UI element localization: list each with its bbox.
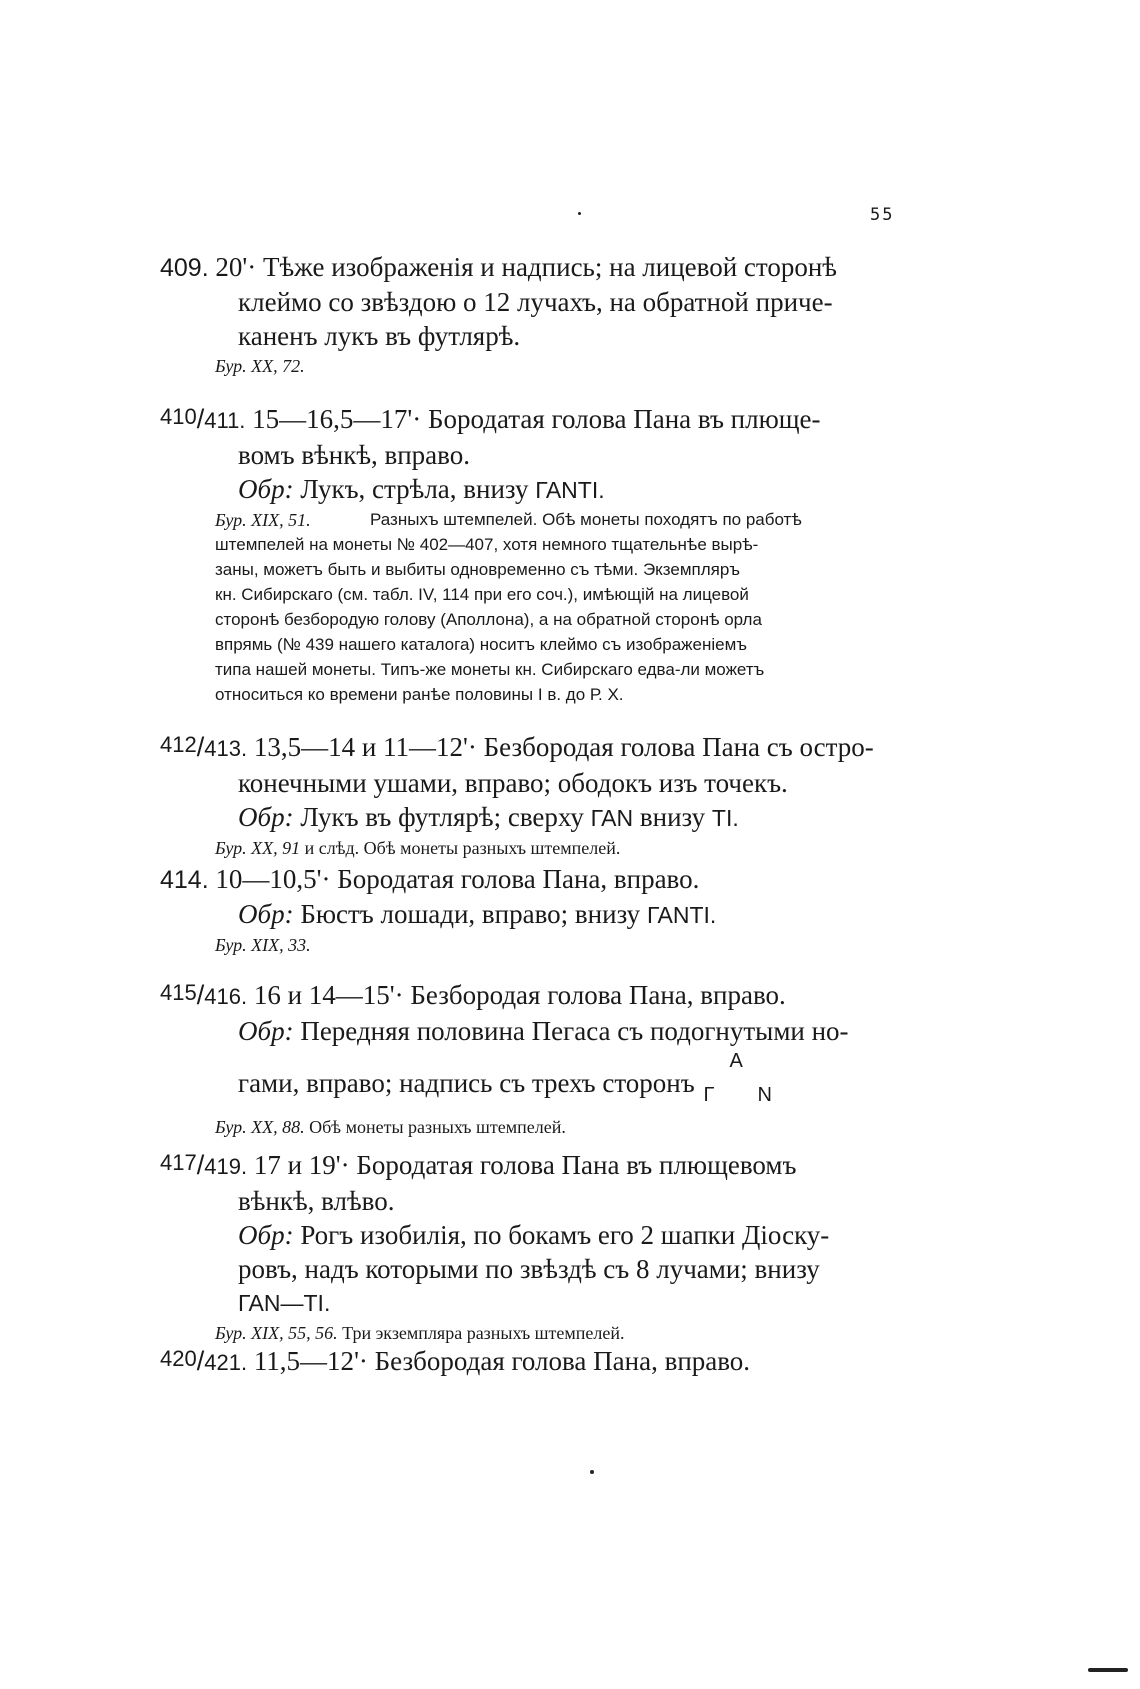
note-line: Разныхъ штемпелей. Обѣ монеты походятъ по работѣ (370, 510, 802, 529)
size-mark: '· (407, 404, 422, 434)
note-line: заны, можетъ быть и выбиты одновременно съ тѣми. Экземпляръ (215, 560, 740, 579)
ref-label: Бур. XIX, 33. (215, 935, 311, 955)
entry-number: 409. (160, 254, 209, 282)
legend-greek: ΓΑΝΤΙ. (646, 902, 717, 928)
reverse-label: Обр: (238, 1016, 294, 1046)
entry-number: 414. (160, 866, 209, 894)
ref-label: Бур. XX, 88. (215, 1117, 305, 1137)
legend-greek: ΤΙ. (711, 805, 739, 831)
legend-greek: ΓΑΝ—ΤΙ. (238, 1290, 331, 1316)
size-mark: '· (335, 1150, 350, 1180)
entry-head (160, 862, 920, 897)
entry-number: $^{415}$/416. (160, 980, 248, 1010)
note-line: кн. Сибирскаго (см. табл. IV, 114 при его соч.), имѣющій на лицевой (215, 585, 749, 604)
entry-head (160, 1342, 920, 1380)
ref-text: Три экземпляра разныхъ штемпелей. (342, 1323, 625, 1343)
reverse-description (160, 472, 920, 507)
note-line: относиться ко времени ранѣе половины I в. до Р. Х. (215, 685, 624, 704)
entry-line: Тѣже изображенія и надпись; на лицевой сторонѣ (263, 252, 837, 282)
entry-line: Бородатая голова Пана, вправо. (337, 864, 700, 894)
catalog-entry-420-421 (160, 1342, 920, 1380)
catalog-entry-412-413 (160, 728, 920, 861)
scan-speck (1088, 1668, 1128, 1672)
legend-letter: Α (729, 1050, 743, 1072)
note-line: сторонѣ безбородую голову (Аполлона), а на обратной сторонѣ орла (215, 610, 762, 629)
entry-number: $^{420}$/421. (160, 1346, 248, 1376)
entry-line: конечными ушами, вправо; ободокъ изъ точекъ. (238, 768, 788, 798)
reverse-text: ровъ, надъ которыми по звѣздѣ съ 8 лучами; внизу (238, 1254, 820, 1284)
reverse-text: внизу (639, 802, 706, 832)
entry-head (160, 728, 920, 766)
ref-label: Бур. XX, 72. (215, 356, 305, 376)
note-line: штемпелей на монеты № 402—407, хотя немного тщательнѣе вырѣ- (215, 535, 759, 554)
reverse-text: Лукъ въ футлярѣ; сверху (300, 802, 584, 832)
reverse-label: Обр: (238, 899, 294, 929)
page-number: 55 (870, 205, 895, 225)
size-mark: '· (389, 980, 404, 1010)
reverse-description (160, 1014, 920, 1048)
note-line: впрямь (№ 439 нашего каталога) носитъ клеймо съ изображеніемъ (215, 635, 747, 654)
note-line: типа нашей монеты. Типъ-же монеты кн. Сибирскаго едва-ли можетъ (215, 660, 765, 679)
entry-number: $^{412}$/413. (160, 732, 248, 762)
reference (160, 1114, 920, 1140)
entry-number: $^{417}$/419. (160, 1150, 248, 1180)
reverse-text: Передняя половина Пегаса съ подогнутыми но- (300, 1016, 849, 1046)
entry-size: 17 и 19 (253, 1150, 336, 1180)
entry-size: 10—10,5 (215, 864, 317, 894)
reverse-label: Обр: (238, 802, 294, 832)
size-mark: '· (354, 1346, 368, 1376)
reverse-description (160, 1218, 920, 1252)
reverse-description-cont (160, 1050, 920, 1110)
catalog-entry-415-416 (160, 976, 920, 1140)
reference (160, 932, 920, 958)
size-mark: '· (463, 732, 477, 762)
ref-text: Обѣ монеты разныхъ штемпелей. (309, 1117, 566, 1137)
legend-triangle (701, 1050, 772, 1110)
reverse-text: Бюстъ лошади, вправо; внизу (300, 899, 641, 929)
entry-line: вѣнкѣ, влѣво. (238, 1186, 395, 1216)
entry-line: клеймо со звѣздою о 12 лучахъ, на обратной приче- (238, 287, 833, 317)
entry-size: 16 и 14—15 (253, 980, 390, 1010)
legend-greek: ΓΑΝΤΙ. (535, 477, 605, 503)
entry-line: Безбородая голова Пана, вправо. (374, 1346, 751, 1376)
entry-number: $^{410}$/411. (160, 404, 246, 434)
catalog-entry-410-411 (160, 400, 920, 707)
entry-size: 15—16,5—17 (252, 404, 408, 434)
entry-line: вомъ вѣнкѣ, вправо. (238, 440, 470, 470)
reverse-description (160, 800, 920, 835)
reverse-text: гами, вправо; надпись съ трехъ сторонъ (238, 1068, 695, 1098)
entry-head (160, 976, 920, 1014)
catalog-entry-414 (160, 862, 920, 958)
legend-greek: ΓΑΝ (590, 805, 634, 831)
ref-label: Бур. XIX, 51. (215, 510, 311, 530)
size-mark: '· (316, 864, 331, 894)
reverse-label: Обр: (238, 474, 294, 504)
ref-label: Бур. XX, 91 (215, 838, 301, 858)
scan-speck (578, 212, 581, 215)
entry-head (160, 250, 920, 285)
entry-line: Бородатая голова Пана въ плющевомъ (356, 1150, 797, 1180)
reverse-label: Обр: (238, 1220, 294, 1250)
reverse-description (160, 897, 920, 932)
catalog-entry-417-419 (160, 1146, 920, 1346)
size-mark: '· (242, 252, 257, 282)
entry-size: 13,5—14 и 11—12 (253, 732, 464, 762)
entry-line: Бородатая голова Пана въ плюще- (428, 404, 821, 434)
entry-size: 20 (215, 252, 243, 282)
entry-size: 11,5—12 (253, 1346, 355, 1376)
entry-line: Безбородая голова Пана, вправо. (410, 980, 786, 1010)
catalog-entry-409 (160, 250, 920, 379)
legend-letter: Γ (703, 1084, 715, 1106)
entry-head (160, 1146, 920, 1184)
entry-line: Безбородая голова Пана съ остро- (483, 732, 874, 762)
scan-speck (590, 1470, 594, 1474)
reference (160, 835, 920, 861)
entry-line: каненъ лукъ въ футлярѣ. (238, 321, 521, 351)
legend-letter: Ν (757, 1084, 772, 1106)
reverse-text: Рогъ изобилія, по бокамъ его 2 шапки Діоску- (300, 1220, 830, 1250)
entry-head (160, 400, 920, 438)
ref-label: Бур. XIX, 55, 56. (215, 1323, 338, 1343)
ref-text: и слѣд. Обѣ монеты разныхъ штемпелей. (304, 838, 621, 858)
reverse-text: Лукъ, стрѣла, внизу (300, 474, 529, 504)
reference (160, 353, 920, 379)
